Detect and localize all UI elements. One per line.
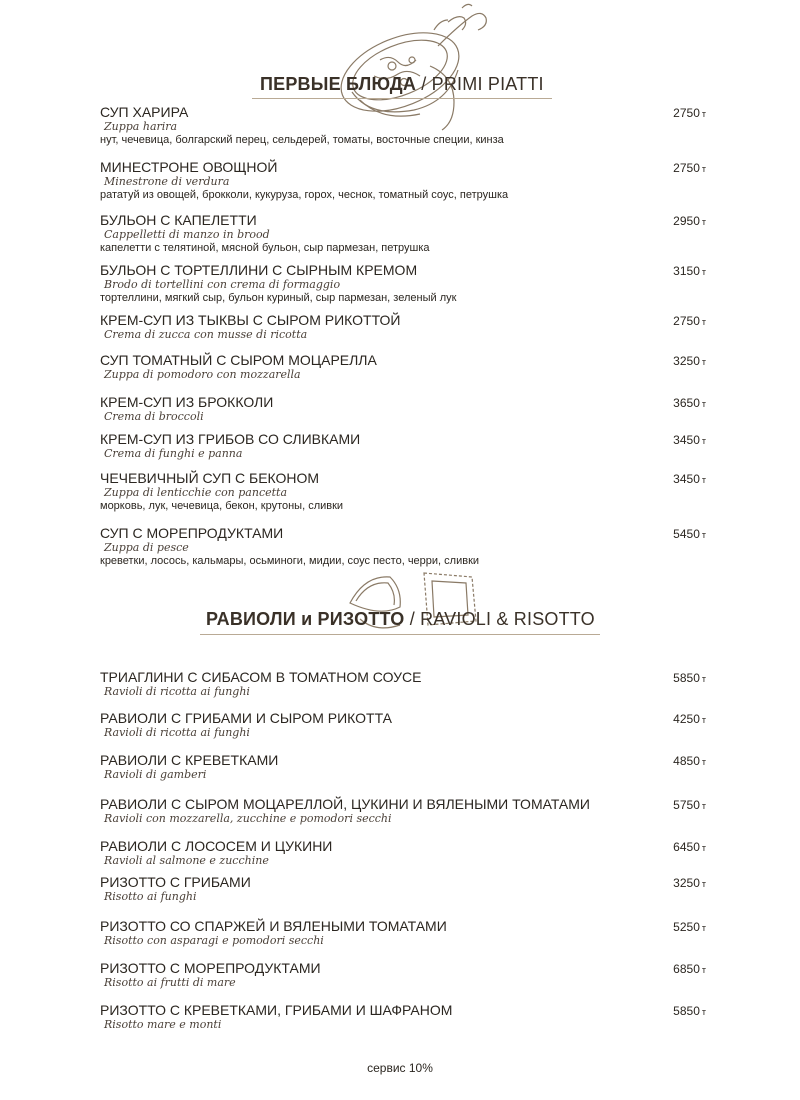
currency-sign: т — [701, 267, 706, 277]
dish-italian-name: Zuppa di pomodoro con mozzarella — [104, 368, 301, 381]
currency-sign: т — [701, 475, 706, 485]
ravioli-illustration — [340, 563, 490, 643]
dish-price — [673, 396, 706, 410]
dish-name: СУП С МОРЕПРОДУКТАМИ — [100, 525, 284, 541]
price-value: 3250 — [673, 354, 700, 368]
dish-price — [673, 214, 706, 228]
title-separator: / — [421, 74, 432, 94]
dish-italian-name: Risotto con asparagi e pomodori secchi — [104, 934, 324, 947]
price-value: 6450 — [673, 840, 700, 854]
menu-item — [100, 431, 706, 460]
menu-item — [100, 470, 706, 513]
dish-description: нут, чечевица, болгарский перец, сельдерей, томаты, восточные специи, кинза — [100, 134, 504, 146]
dish-description: рататуй из овощей, брокколи, кукуруза, горох, чеснок, томатный соус, петрушка — [100, 189, 509, 201]
section-title-it: RAVIOLI & RISOTTO — [420, 609, 595, 629]
menu-item — [100, 525, 706, 568]
currency-sign: т — [701, 715, 706, 725]
section-title-ru: ПЕРВЫЕ БЛЮДА — [260, 74, 417, 94]
dish-name: СУП ТОМАТНЫЙ С СЫРОМ МОЦАРЕЛЛА — [100, 352, 377, 368]
dish-name: КРЕМ-СУП ИЗ ГРИБОВ СО СЛИВКАМИ — [100, 431, 361, 447]
dish-name: РИЗОТТО С КРЕВЕТКАМИ, ГРИБАМИ И ШАФРАНОМ — [100, 1002, 453, 1018]
dish-italian-name: Zuppa di lenticchie con pancetta — [104, 486, 288, 499]
price-value: 5250 — [673, 920, 700, 934]
dish-name: ТРИАГЛИНИ С СИБАСОМ В ТОМАТНОМ СОУСЕ — [100, 669, 422, 685]
price-value: 3250 — [673, 876, 700, 890]
menu-item — [100, 710, 706, 739]
section-title-ravioli — [206, 609, 595, 630]
dish-price — [673, 671, 706, 685]
dish-price — [673, 314, 706, 328]
section-title-primi — [260, 74, 544, 95]
dish-price — [673, 840, 706, 854]
currency-sign: т — [701, 436, 706, 446]
dish-description: тортеллини, мягкий сыр, бульон куриный, сыр пармезан, зеленый лук — [100, 292, 457, 304]
dish-name: СУП ХАРИРА — [100, 104, 189, 120]
dish-italian-name: Ravioli di ricotta ai funghi — [104, 726, 250, 739]
currency-sign: т — [701, 399, 706, 409]
dish-price — [673, 472, 706, 486]
dish-price — [673, 264, 706, 278]
dish-price — [673, 876, 706, 890]
dish-italian-name: Risotto mare e monti — [104, 1018, 222, 1031]
dish-price — [673, 106, 706, 120]
price-value: 2750 — [673, 106, 700, 120]
dish-price — [673, 354, 706, 368]
menu-item — [100, 874, 706, 903]
dish-price — [673, 754, 706, 768]
dish-italian-name: Ravioli con mozzarella, zucchine e pomodori secchi — [104, 812, 392, 825]
section-title-it: PRIMI PIATTI — [431, 74, 544, 94]
section-title-ru: РАВИОЛИ и РИЗОТТО — [206, 609, 405, 629]
price-value: 2750 — [673, 161, 700, 175]
dish-price — [673, 1004, 706, 1018]
dish-italian-name: Crema di funghi e panna — [104, 447, 243, 460]
currency-sign: т — [701, 843, 706, 853]
currency-sign: т — [701, 217, 706, 227]
dish-italian-name: Ravioli di ricotta ai funghi — [104, 685, 250, 698]
dish-name: РАВИОЛИ С СЫРОМ МОЦАРЕЛЛОЙ, ЦУКИНИ И ВЯЛЕНЫМИ ТОМАТАМИ — [100, 796, 590, 812]
currency-sign: т — [701, 923, 706, 933]
menu-item — [100, 262, 706, 305]
dish-italian-name: Crema di broccoli — [104, 410, 204, 423]
price-value: 4850 — [673, 754, 700, 768]
price-value: 5850 — [673, 1004, 700, 1018]
dish-italian-name: Crema di zucca con musse di ricotta — [104, 328, 308, 341]
title-separator: / — [409, 609, 421, 629]
price-value: 2750 — [673, 314, 700, 328]
currency-sign: т — [701, 164, 706, 174]
price-value: 3450 — [673, 472, 700, 486]
currency-sign: т — [701, 879, 706, 889]
menu-item — [100, 1002, 706, 1031]
dish-name: БУЛЬОН С КАПЕЛЕТТИ — [100, 212, 257, 228]
dish-italian-name: Brodo di tortellini con crema di formaggio — [104, 278, 341, 291]
dish-italian-name: Risotto ai funghi — [104, 890, 197, 903]
price-value: 3450 — [673, 433, 700, 447]
menu-item — [100, 960, 706, 989]
title-underline — [252, 98, 552, 99]
dish-price — [673, 527, 706, 541]
price-value: 6850 — [673, 962, 700, 976]
dish-name: МИНЕСТРОНЕ ОВОЩНОЙ — [100, 159, 278, 175]
dish-name: РАВИОЛИ С КРЕВЕТКАМИ — [100, 752, 279, 768]
menu-item — [100, 796, 706, 825]
dish-name: ЧЕЧЕВИЧНЫЙ СУП С БЕКОНОМ — [100, 470, 320, 486]
price-value: 5450 — [673, 527, 700, 541]
price-value: 2950 — [673, 214, 700, 228]
dish-description: капелетти с телятиной, мясной бульон, сыр пармезан, петрушка — [100, 242, 430, 254]
menu-item — [100, 394, 706, 423]
menu-item — [100, 352, 706, 381]
dish-name: КРЕМ-СУП ИЗ БРОККОЛИ — [100, 394, 274, 410]
dish-italian-name: Zuppa harira — [104, 120, 178, 133]
menu-item — [100, 212, 706, 255]
price-value: 3650 — [673, 396, 700, 410]
dish-price — [673, 433, 706, 447]
currency-sign: т — [701, 317, 706, 327]
dish-name: БУЛЬОН С ТОРТЕЛЛИНИ С СЫРНЫМ КРЕМОМ — [100, 262, 418, 278]
dish-name: РИЗОТТО СО СПАРЖЕЙ И ВЯЛЕНЫМИ ТОМАТАМИ — [100, 918, 447, 934]
dish-price — [673, 712, 706, 726]
dish-price — [673, 962, 706, 976]
price-value: 4250 — [673, 712, 700, 726]
dish-name: РАВИОЛИ С ГРИБАМИ И СЫРОМ РИКОТТА — [100, 710, 393, 726]
currency-sign: т — [701, 757, 706, 767]
dish-name: РИЗОТТО С ГРИБАМИ — [100, 874, 251, 890]
menu-item — [100, 159, 706, 202]
dish-name: РИЗОТТО С МОРЕПРОДУКТАМИ — [100, 960, 321, 976]
dish-name: КРЕМ-СУП ИЗ ТЫКВЫ С СЫРОМ РИКОТТОЙ — [100, 312, 401, 328]
currency-sign: т — [701, 357, 706, 367]
price-value: 5750 — [673, 798, 700, 812]
currency-sign: т — [701, 965, 706, 975]
dish-price — [673, 161, 706, 175]
currency-sign: т — [701, 674, 706, 684]
price-value: 5850 — [673, 671, 700, 685]
menu-item — [100, 669, 706, 698]
dish-italian-name: Risotto ai frutti di mare — [104, 976, 236, 989]
title-underline — [200, 634, 600, 635]
dish-name: РАВИОЛИ С ЛОСОСЕМ И ЦУКИНИ — [100, 838, 333, 854]
menu-item — [100, 104, 706, 147]
currency-sign: т — [701, 109, 706, 119]
service-charge-note: сервис 10% — [367, 1061, 433, 1075]
menu-item — [100, 752, 706, 781]
menu-item — [100, 838, 706, 867]
dish-italian-name: Minestrone di verdura — [104, 175, 230, 188]
dish-price — [673, 920, 706, 934]
currency-sign: т — [701, 801, 706, 811]
currency-sign: т — [701, 1007, 706, 1017]
menu-item — [100, 918, 706, 947]
dish-price — [673, 798, 706, 812]
dish-italian-name: Zuppa di pesce — [104, 541, 189, 554]
dish-italian-name: Cappelletti di manzo in brood — [104, 228, 270, 241]
dish-italian-name: Ravioli di gamberi — [104, 768, 207, 781]
menu-item — [100, 312, 706, 341]
dish-description: морковь, лук, чечевица, бекон, крутоны, сливки — [100, 500, 344, 512]
dish-italian-name: Ravioli al salmone e zucchine — [104, 854, 269, 867]
dish-description: креветки, лосось, кальмары, осьминоги, мидии, соус песто, черри, сливки — [100, 555, 480, 567]
currency-sign: т — [701, 530, 706, 540]
price-value: 3150 — [673, 264, 700, 278]
